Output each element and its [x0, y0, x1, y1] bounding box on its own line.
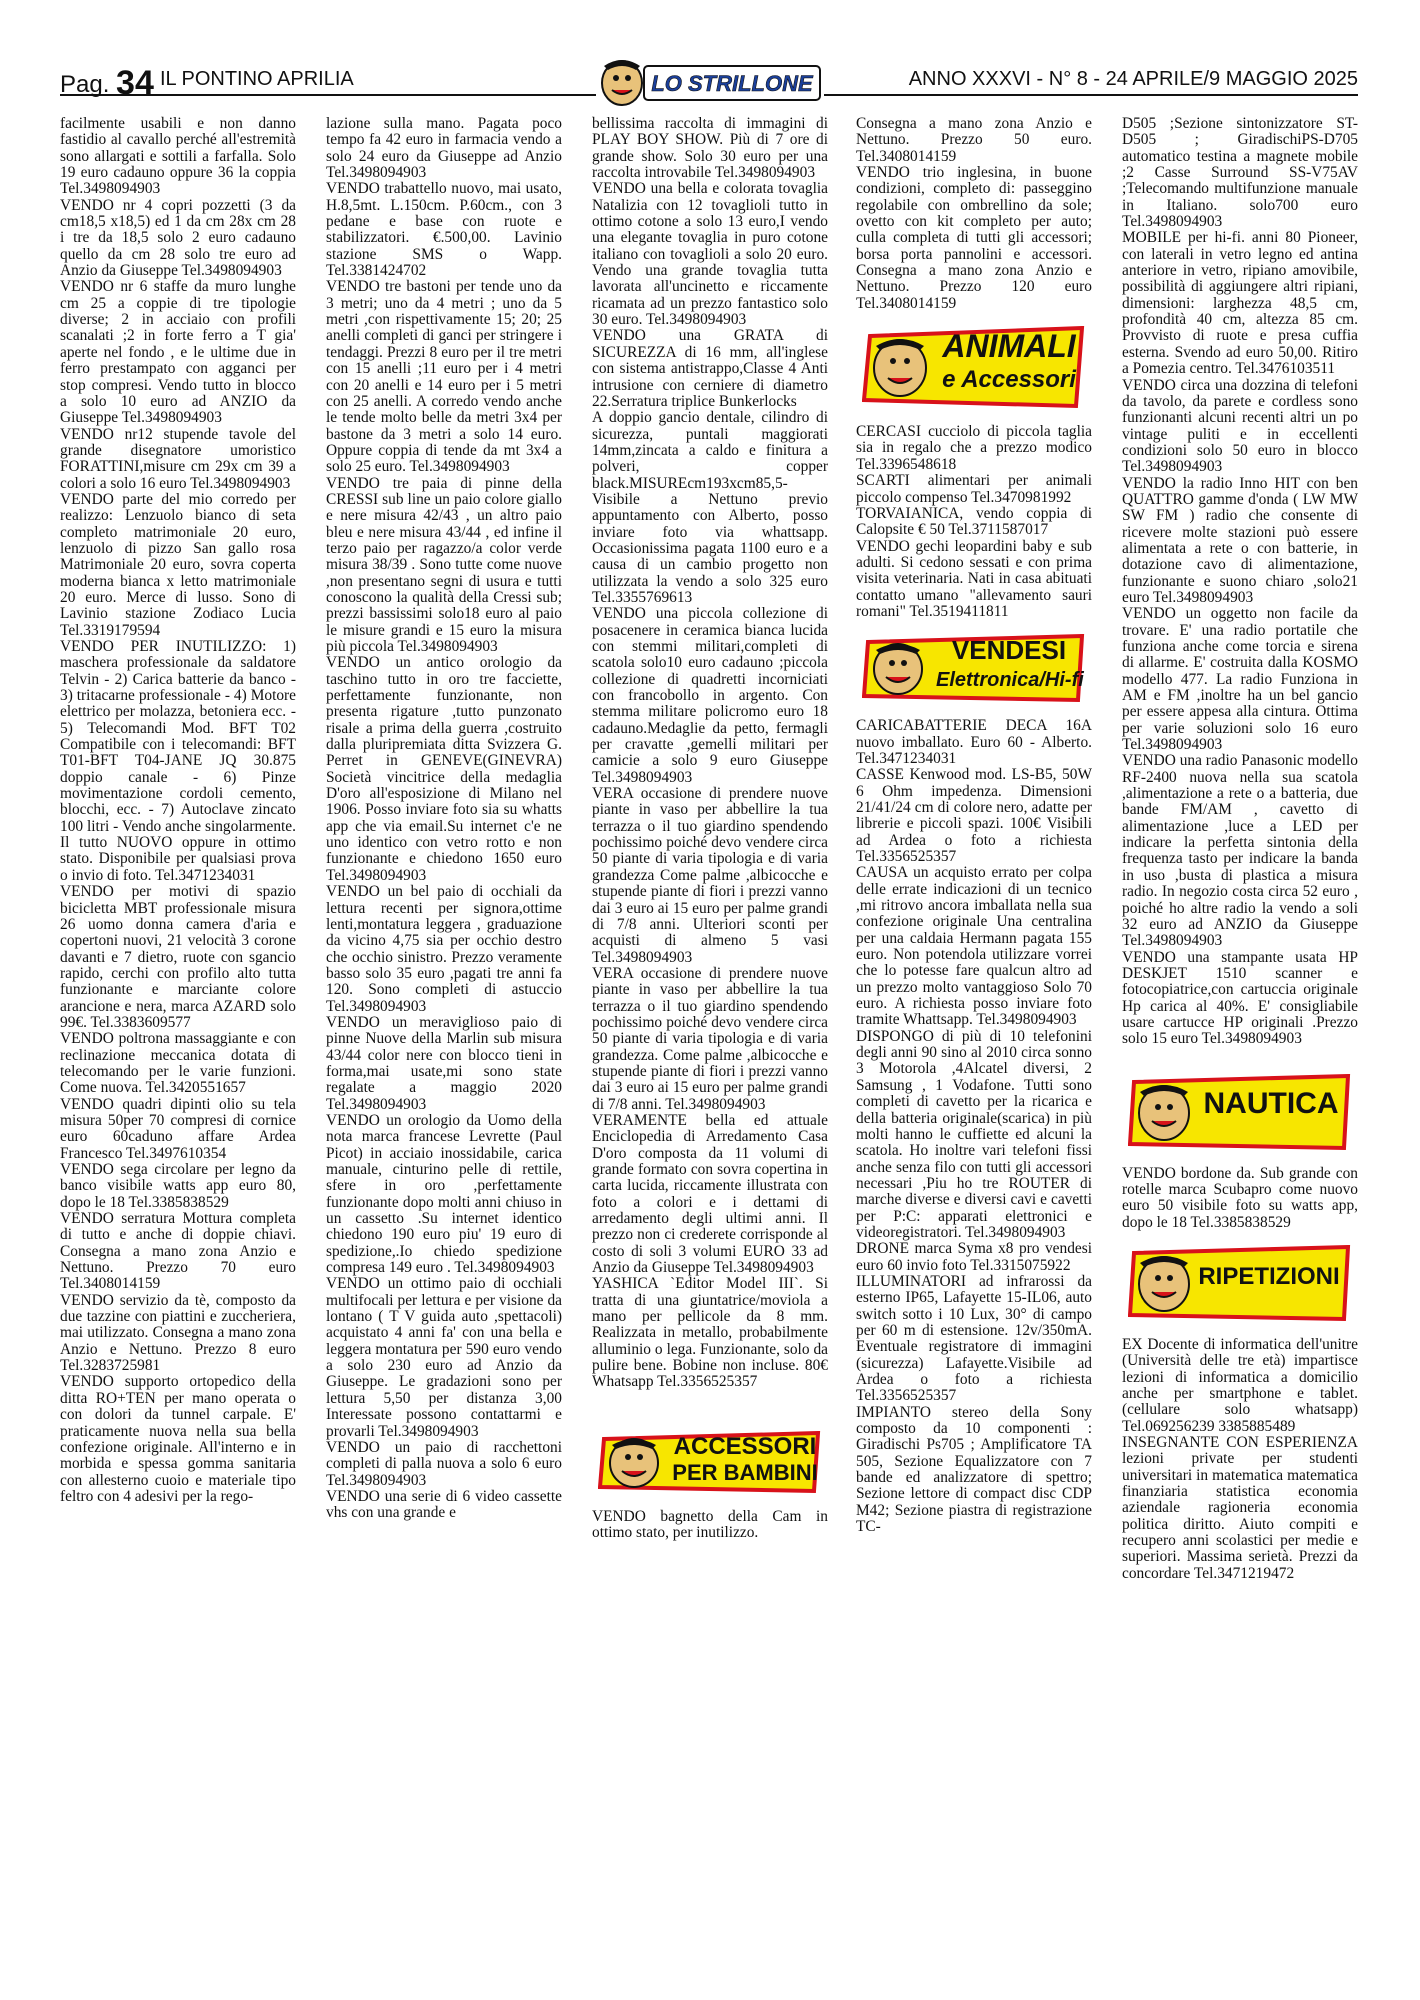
classified-ad: CASSE Kenwood mod. LS-B5, 50W 6 Ohm impedenza. Dimensioni 21/41/24 cm di colore nero, adatte per librerie e piccoli spazi. 100€ Visibili ad Ardea o foto a richiesta Tel.3356525357 — [856, 766, 1092, 865]
classified-ad: VENDO PER INUTILIZZO: 1) maschera professionale da saldatore Telvin - 2) Carica batterie da banco - 3) tritacarne professionale - 4) Motore elettrico per molazza, betoniera ecc. - 5) Telecomandi Mod. BFT T02 Compatibile con i telecomandi: BFT T01-BFT T04-JANE JQ 30.875 doppio canale - 6) Pinze movimentazione cordoli cemento, blocchi, ecc. - 7) Autoclave zincato 100 litri - Vendo anche singolarmente. Il tutto NUOVO oppure in ottimo stato. Disponibile per qualsiasi prova o invio di foto. Tel.3471234031 — [60, 638, 296, 884]
classified-ad: CERCASI cucciolo di piccola taglia sia in regalo che a prezzo modico Tel.3396548618 — [856, 423, 1092, 473]
classified-ad: facilmente usabili e non danno fastidio al cavallo perché all'estremità sono allargati e sottili a farfalla. Solo 19 euro cadauno oppure 36 la coppia Tel.3498094903 — [60, 116, 296, 198]
mascot-icon — [874, 644, 922, 694]
classified-ad: VENDO una serie di 6 video cassette vhs con una grande e — [326, 1487, 562, 1522]
banner-title: ACCESSORI — [673, 1432, 817, 1460]
classified-ad: DISPONGO di più di 10 telefonini degli anni 90 sino al 2010 circa sonno 3 Motorola ,4Alcatel diversi, 2 Samsung , 1 Vodafone. Tutti sono completi di cavetto per la ricarica e della batteria originale(scarica) in più molti hanno le cuffiette ed alcuni la scatola. Ho inoltre vari telefoni fissi anche senza filo con tutti gli accessori necessari ,Piu ho tre ROUTER di marche diverse e diversi cavi e cavetti per P:C: apparati elettronici e videoregistratori. Tel.3498094903 — [856, 1027, 1092, 1241]
classified-ad: VENDO un ottimo paio di occhiali multifocali per lettura e per visione da lontano ( T V guida auto ,spettacoli) acquistato 4 anni fa' con una bella e leggera montatura per 590 euro vendo a solo 230 euro ad Anzio da Giuseppe. Le gradazioni sono per lettura 5,50 per distanza 3,00 Interessate possono contattarmi e provarli Tel.3498094903 — [326, 1275, 562, 1440]
classified-ad: DRONE marca Syma x8 pro vendesi euro 60 invio foto Tel.3315075922 — [856, 1240, 1092, 1274]
column-5 — [1122, 116, 1358, 1976]
section-banner-ripetizioni — [1128, 1245, 1352, 1323]
banner-subtitle: e Accessori — [942, 366, 1076, 394]
mascot-icon — [1139, 1256, 1189, 1311]
classified-ad: VENDO supporto ortopedico della ditta RO+TEN per mano operata o con dolori da tunnel carpale. E' praticamente nuova nella sua bella confezione originale. All'interno e in morbida e spessa gomma sanitaria con allesterno cuoio e materiale tipo feltro con 4 adesivi per la rego- — [60, 1373, 296, 1505]
classified-ad: VENDO poltrona massaggiante e con reclinazione meccanica dotata di telecomando per le varie funzioni. Come nuova. Tel.3420551657 — [60, 1030, 296, 1097]
section-banner-elettronica — [862, 634, 1086, 704]
column-4-ads-top — [856, 116, 1092, 312]
classified-ad: VENDO un antico orologio da taschino tutto in oro tre facciette, perfettamente funzionante, non presenta rigature ,tutto punzonato risale a prima della guerra ,costruito dalla pluripremiata ditta Svizzera G. Perret in GENEVE(GINEVRA) Società vincitrice della medaglia D'oro all'esposizione di Milano nel 1906. Posso inviare foto sia su whatts app che via email.Su internet c'e ne uno identico con vetro rotto e non funzionante e chiedono 1650 euro Tel.3498094903 — [326, 654, 562, 884]
classified-ad: YASHICA `Editor Model III`. Si tratta di una giuntatrice/moviola a mano per pellicole da 8 mm. Realizzata in metallo, probabilmente alluminio o lega. Funzionante, solo da pulire bene. Bobine non incluse. 80€ Whatsapp Tel.3356525357 — [592, 1275, 828, 1391]
classified-ad: VERA occasione di prendere nuove piante in vaso per abbellire la tua terrazza o il tuo giardino spendendo pochissimo poiché devo vendere circa 50 piante di varia tipologia e di varia grandezza Come palme ,albicocche e stupende piante di fiori i prezzi vanno dai 3 euro ai 15 euro per palme grandi di 7/8 anni. Ulteriori sconti per acquisti di almeno 5 vasi Tel.3498094903 — [592, 785, 828, 966]
classified-ad: IMPIANTO stereo della Sony composto da 10 componenti : Giradischi Ps705 ; Amplificatore TA 505, Sezione Equalizzatore con 7 bande ed analizzatore di spettro; Sezione lettore di compact disc CDP M42; Sezione piastra di registrazione TC- — [856, 1403, 1092, 1536]
banner-title: VENDESI — [951, 635, 1067, 666]
classified-ad: VENDO serratura Mottura completa di tutto e anche di doppie chiavi. Consegna a mano zona Anzio e Nettuno. Prezzo 70 euro Tel.3408014159 — [60, 1210, 296, 1293]
classified-ad: VENDO tre paia di pinne della CRESSI sub line un paio colore giallo e nere misura 42/43 , un altro paio bleu e nere misura 43/44 , ed infine il terzo paio per ragazzo/a color verde misura 38/39 . Sono tutte come nuove ,non presentano segni di usura e tutti conoscono la qualità della Cressi sub; prezzi bassissimi solo18 euro al paio le misure grandi e 15 euro la misura più piccola Tel.3498094903 — [326, 474, 562, 655]
column-5-ads-top — [1122, 116, 1358, 1048]
classified-ad: VENDO un bel paio di occhiali da lettura recenti per signora,ottime lenti,montatura leggera , graduazione da vicino 4,75 sia per occhio destro che occhio sinistro. Prezzo veramente basso solo 35 euro ,pagati tre anni fa 120. Sono completi di astuccio Tel.3498094903 — [326, 883, 562, 1015]
banner-title: NAUTICA — [1203, 1086, 1339, 1120]
classified-ad: INSEGNANTE CON ESPERIENZA lezioni private per studenti universitari in matematica matematica finanziaria statistica economia aziendale ragioneria economia politica diritto. Aiuto compiti e recupero anni scolastici per medie e superiori. Massima serietà. Prezzi da concordare Tel.3471219472 — [1122, 1434, 1358, 1582]
column-5-ads-ripetizioni — [1122, 1337, 1358, 1582]
banner-subtitle: PER BAMBINI — [672, 1459, 818, 1485]
column-4 — [856, 116, 1092, 1976]
classified-ad: VENDO nr 6 staffe da muro lunghe cm 25 a coppie di tre tipologie diverse; 2 in acciaio con profili scanalati ;2 in forte ferro a T gia' aperte nel fondo , e le ultime due in ferro prestampato con agganci per stop compresi. Vendo tutto in blocco a solo 10 euro ad ANZIO da Giuseppe Tel.3498094903 — [60, 278, 296, 427]
classified-ad: CAUSA un acquisto errato per colpa delle errate indicazioni di un tecnico ,mi ritrovo ancora imballata nella sua confezione originale Una centralina per una caldaia Hermann pagata 155 euro. Non potendola utilizzare vorrei che lo potesse fare qualcun altro ad un prezzo molto vantaggioso Solo 70 euro. A richiesta posso inviare foto tramite Whattsapp. Tel.3498094903 — [856, 864, 1092, 1029]
column-3 — [592, 116, 828, 1976]
lo-strillone-logo — [596, 56, 824, 110]
mascot-icon — [1139, 1085, 1189, 1140]
banner-title: RIPETIZIONI — [1198, 1262, 1340, 1290]
column-2 — [326, 116, 562, 1976]
logo-text: LO STRILLONE — [651, 71, 813, 96]
classified-ad: MOBILE per hi-fi. anni 80 Pioneer, con laterali in vetro legno ed antina anteriore in vetro, ripiano amovibile, possibilità di aggiungere altri ripiani, dimensioni: larghezza 48,5 cm, profondità 40 cm, altezza 85 cm. Provvisto di ruote e presa cuffia esterna. Svendo ad euro 50,00. Ritiro a Pomezia centro. Tel.3476103511 — [1122, 229, 1358, 378]
classified-ad: VERA occasione di prendere nuove piante in vaso per abbellire la tua terrazza o il tuo giardino spendendo pochissimo poiché devo vendere circa 50 piante di varia tipologia e di varia grandezza. Come palme ,albicocche e stupende piante di fiori i prezzi vanno dai 3 euro ai 15 euro per palme grandi di 7/8 anni. Tel.3498094903 — [592, 964, 828, 1113]
classified-ad: VENDO trabattello nuovo, mai usato, H.8,5mt. L.150cm. P.60cm., con 3 pedane e base con ruote e stabilizzatori. €.500,00. Lavinio stazione SMS o Wapp. Tel.3381424702 — [326, 180, 562, 280]
classified-ad: EX Docente di informatica dell'unitre (Università delle tre età) impartisce lezioni di informatica a domicilio anche per smartphone e tablet. (cellulare solo whatsapp) Tel.069256239 3385885489 — [1122, 1335, 1358, 1435]
section-banner-accessori-bambini — [598, 1431, 822, 1495]
classified-ad: Consegna a mano zona Anzio e Nettuno. Prezzo 50 euro. Tel.3408014159 — [856, 116, 1092, 165]
classified-ad: VENDO una GRATA di SICUREZZA di 16 mm, all'inglese con sistema antistrappo,Classe 4 Anti intrusione con cerniere di diametro 22.Serratura triplice Bunkerlocks — [592, 327, 828, 410]
banner-subtitle: Elettronica/Hi-fi — [936, 669, 1084, 692]
page-number-label: Pag. 34 — [60, 64, 154, 102]
classified-ad: VENDO un meraviglioso paio di pinne Nuove della Marlin sub misura 43/44 color nere con blocco tieni in forma,mai usate,mi sono state regalate a maggio 2020 Tel.3498094903 — [326, 1013, 562, 1113]
column-4-ads-animali — [856, 424, 1092, 620]
classified-ad: SCARTI alimentari per animali piccolo compenso Tel.3470981992 — [856, 472, 1092, 506]
classified-ad: A doppio gancio dentale, cilindro di sicurezza, puntali maggiorati 14mm,zincata a caldo e finitura a polveri, copper black.MISUREcm193xcm85,5-Visibile a Nettuno previo appuntamento con Alberto, posso inviare foto via whattsapp. Occasionissima pagata 1100 euro e a causa di un cambio progetto non utilizzata la vendo a solo 325 euro Tel.3355769613 — [592, 409, 828, 606]
section-banner-animali — [862, 326, 1086, 410]
classified-ad: VENDO una radio Panasonic modello RF-2400 nuova nella sua scatola ,alimentazione a rete o a batteria, due bande FM/AM , cavetto di alimentazione ,luce a LED per indicare la perfetta sintonia della frequenza tasto per indicare la banda in uso ,busta di plastica a misura radio. In negozio costa circa 52 euro , poiché ho altre radio la vendo a soli 32 euro ad ANZIO da Giuseppe Tel.3498094903 — [1122, 752, 1358, 950]
classified-ad: VENDO gechi leopardini baby e sub adulti. Si cedono sessati e con prima visita veterinaria. Nati in casa abituati contatto umano "allevamento sauri romani" Tel.3519411811 — [856, 537, 1092, 620]
classified-ad: D505 ;Sezione sintonizzatore ST-D505 ; GiradischiPS-D705 automatico testina a magnete mobile ;2 Casse Surround SS-V75AV ;Telecomando multifunzione manuale in Italiano. solo700 euro Tel.3498094903 — [1122, 116, 1358, 231]
classified-ad: VENDO per motivi di spazio bicicletta MBT professionale misura 26 uomo donna camera d'aria e copertoni nuovi, 21 velocità 3 corone davanti e 7 dietro, ruote con sgancio rapido, cerchi con profilo alto tutta funzionante e marciante colore arancione e nera, marca AZARD solo 99€. Tel.3383609577 — [60, 883, 296, 1031]
classified-ad: VENDO quadri dipinti olio su tela misura 50per 70 compresi di cornice euro 60caduno affare Ardea Francesco Tel.3497610354 — [60, 1095, 296, 1162]
classified-ad: VENDO un oggetto non facile da trovare. E' una radio portatile che funziona anche come torcia e sirena di allarme. E' costruita dalla KOSMO modello 477. La radio Funziona in AM e FM ,inoltre ha un bel gancio per essere appesa alla cintura. Ottima per varie soluzioni solo 16 euro Tel.3498094903 — [1122, 605, 1358, 754]
issue-info: ANNO XXXVI - N° 8 - 24 APRILE/9 MAGGIO 2025 — [908, 68, 1358, 90]
classified-ad: VENDO una bella e colorata tovaglia Natalizia con 12 tovaglioli tutto in ottimo cotone a solo 13 euro,I vendo una elegante tovaglia in puro cotone italiano con tovaglioli a solo 20 euro. Vendo una grande tovaglia tutta lavorata all'uncinetto e riccamente ricamata ad un prezzo fantastico solo 30 euro. Tel.3498094903 — [592, 180, 828, 329]
classified-ad: lazione sulla mano. Pagata poco tempo fa 42 euro in farmacia vendo a solo 24 euro da Giuseppe ad Anzio Tel.3498094903 — [326, 116, 562, 182]
classified-ad: VENDO bordone da. Sub grande con rotelle marca Scubapro come nuovo euro 50 visibile foto su watts app, dopo le 18 Tel.3385838529 — [1122, 1164, 1358, 1231]
column-5-ads-nautica — [1122, 1166, 1358, 1231]
classified-ad: CARICABATTERIE DECA 16A nuovo imballato. Euro 60 - Alberto. Tel.3471234031 — [856, 717, 1092, 767]
classified-ad: VENDO parte del mio corredo per realizzo: Lenzuolo bianco di seta completo matrimoniale 20 euro, lenzuolo di pizzo San gallo rosa Matrimoniale 20 euro, sovra coperta moderna bianca x letto matrimoniale 20 euro. Merce di lusso. Sono di Lavinio stazione Zodiaco Lucia Tel.3319179594 — [60, 490, 296, 639]
classified-ad: VENDO bagnetto della Cam in ottimo stato, per inutilizzo. — [592, 1507, 828, 1542]
classified-ad: VENDO un paio di racchettoni completi di palla nuova a solo 6 euro Tel.3498094903 — [326, 1438, 562, 1489]
classified-ad: VENDO sega circolare per legno da banco visibile watts app euro 80, dopo le 18 Tel.3385838529 — [60, 1161, 296, 1211]
publication-title: IL PONTINO APRILIA — [160, 68, 354, 90]
banner-title: ANIMALI — [942, 328, 1076, 365]
column-1 — [60, 116, 296, 1976]
mascot-icon — [610, 1439, 658, 1487]
classified-ad: VENDO servizio da tè, composto da due tazzine con piattini e zuccheriera, mai utilizzato. Consegna a mano zona Anzio e Nettuno. Prezzo 8 euro Tel.3283725981 — [60, 1291, 296, 1375]
column-3-ads-bambini — [592, 1509, 828, 1542]
page-number: 34 — [116, 64, 154, 102]
section-banner-nautica — [1128, 1074, 1352, 1152]
classified-ad: VENDO una stampante usata HP DESKJET 1510 scanner e fotocopiatrice,con cartuccia originale Hp carica al 40%. E' consigliabile usare cartucce HP originali .Prezzo solo 15 euro Tel.3498094903 — [1122, 948, 1358, 1048]
classified-ad: VENDO la radio Inno HIT con ben QUATTRO gamme d'onda ( LW MW SW FM ) radio che consente di ricevere molte stazioni può essere alimentata a rete o con batterie, in dotazione cavo di alimentazione, funzionante e suono chiaro ,solo21 euro Tel.3498094903 — [1122, 474, 1358, 606]
classified-ad: VENDO un orologio da Uomo della nota marca francese Levrette (Paul Picot) in acciaio inossidabile, carica manuale, cinturino pelle di rettile, sfere in oro ,perfettamente funzionante dopo molti anni chiuso in un cassetto .Su internet identico chiedono 190 euro piu' 19 euro di spedizione,.Io chiedo spedizione compresa 149 euro . Tel.3498094903 — [326, 1111, 562, 1277]
classified-ad: VENDO nr 4 copri pozzetti (3 da cm18,5 x18,5) ed 1 da cm 28x cm 28 i tre da 18,5 solo 2 euro cadauno quello da cm 28 solo tre euro ad Anzio da Giuseppe Tel.3498094903 — [60, 196, 296, 280]
classified-ad: VENDO una piccola collezione di posacenere in ceramica bianca lucida con stemmi militari,completi di scatola solo10 euro cadauno ;piccola collezione di quadretti incorniciati con francobollo in argento. Con stemma militare policromo euro 18 cadauno.Medaglie da petto, fermagli per cravatte ,gemelli militari per camicie a solo 9 euro Giuseppe Tel.3498094903 — [592, 605, 828, 786]
classified-ad: VENDO circa una dozzina di telefoni da tavolo, da parete e cordless sono funzionanti alcuni recenti altri un po vintage puliti e in eccellenti condizioni solo 50 euro in blocco Tel.3498094903 — [1122, 376, 1358, 476]
classified-ad: ILLUMINATORI ad infrarossi da esterno IP65, Lafayette 15-IL06, auto switch sotto i 10 Lux, 30° di campo per 60 m di estensione. 12v/350mA. Eventuale registratore di immagini (sicurezza) Lafayette.Visibile ad Ardea o foto a richiesta Tel.3356525357 — [856, 1272, 1092, 1405]
column-3-ads — [592, 116, 828, 1391]
classified-ad: VERAMENTE bella ed attuale Enciclopedia di Arredamento Casa D'oro composta da 11 volumi di grande formato con sovra copertina in carta lucida, riccamente illustrata con foto a colori e i dettami di arredamento degli ultimi anni. Il prezzo non ci crederete corrisponde al costo di soli 3 volumi EURO 33 ad Anzio da Giuseppe Tel.3498094903 — [592, 1111, 828, 1277]
classified-ad: bellissima raccolta di immagini di PLAY BOY SHOW. Più di 7 ore di grande show. Solo 30 euro per una raccolta introvabile Tel.3498094903 — [592, 116, 828, 182]
classified-ad: VENDO nr12 stupende tavole del grande disegnatore umoristico FORATTINI,misure cm 29x cm 39 a colori a solo 16 euro Tel.3498094903 — [60, 425, 296, 492]
classified-ad: VENDO trio inglesina, in buone condizioni, completo di: passeggino regolabile con ombrellino da sole; ovetto con kit completo per auto; culla completa di tutti gli accessori; borsa porta pannolini e accessori. Consegna a mano zona Anzio e Nettuno. Prezzo 120 euro Tel.3408014159 — [856, 164, 1092, 312]
classified-ad: TORVAIANICA, vendo coppia di Calopsite € 50 Tel.3711587017 — [856, 504, 1092, 539]
classified-ad: VENDO tre bastoni per tende uno da 3 metri; uno da 4 metri ; uno da 5 metri ,con rispettivamente 15; 20; 25 anelli completi di ganci per stringere i tendaggi. Prezzi 8 euro per il tre metri con 15 anelli ;11 euro per i 4 metri con 20 anelli e 14 euro per i 5 metri con 25 anelli. A corredo vendo anche le tende molto belle da metri 3x4 per bastone da 3 metri a solo 14 euro. Oppure coppia di tende da mt 3x4 a solo 25 euro. Tel.3498094903 — [326, 278, 562, 476]
mascot-icon — [874, 339, 926, 396]
column-4-ads-elettronica — [856, 718, 1092, 1535]
